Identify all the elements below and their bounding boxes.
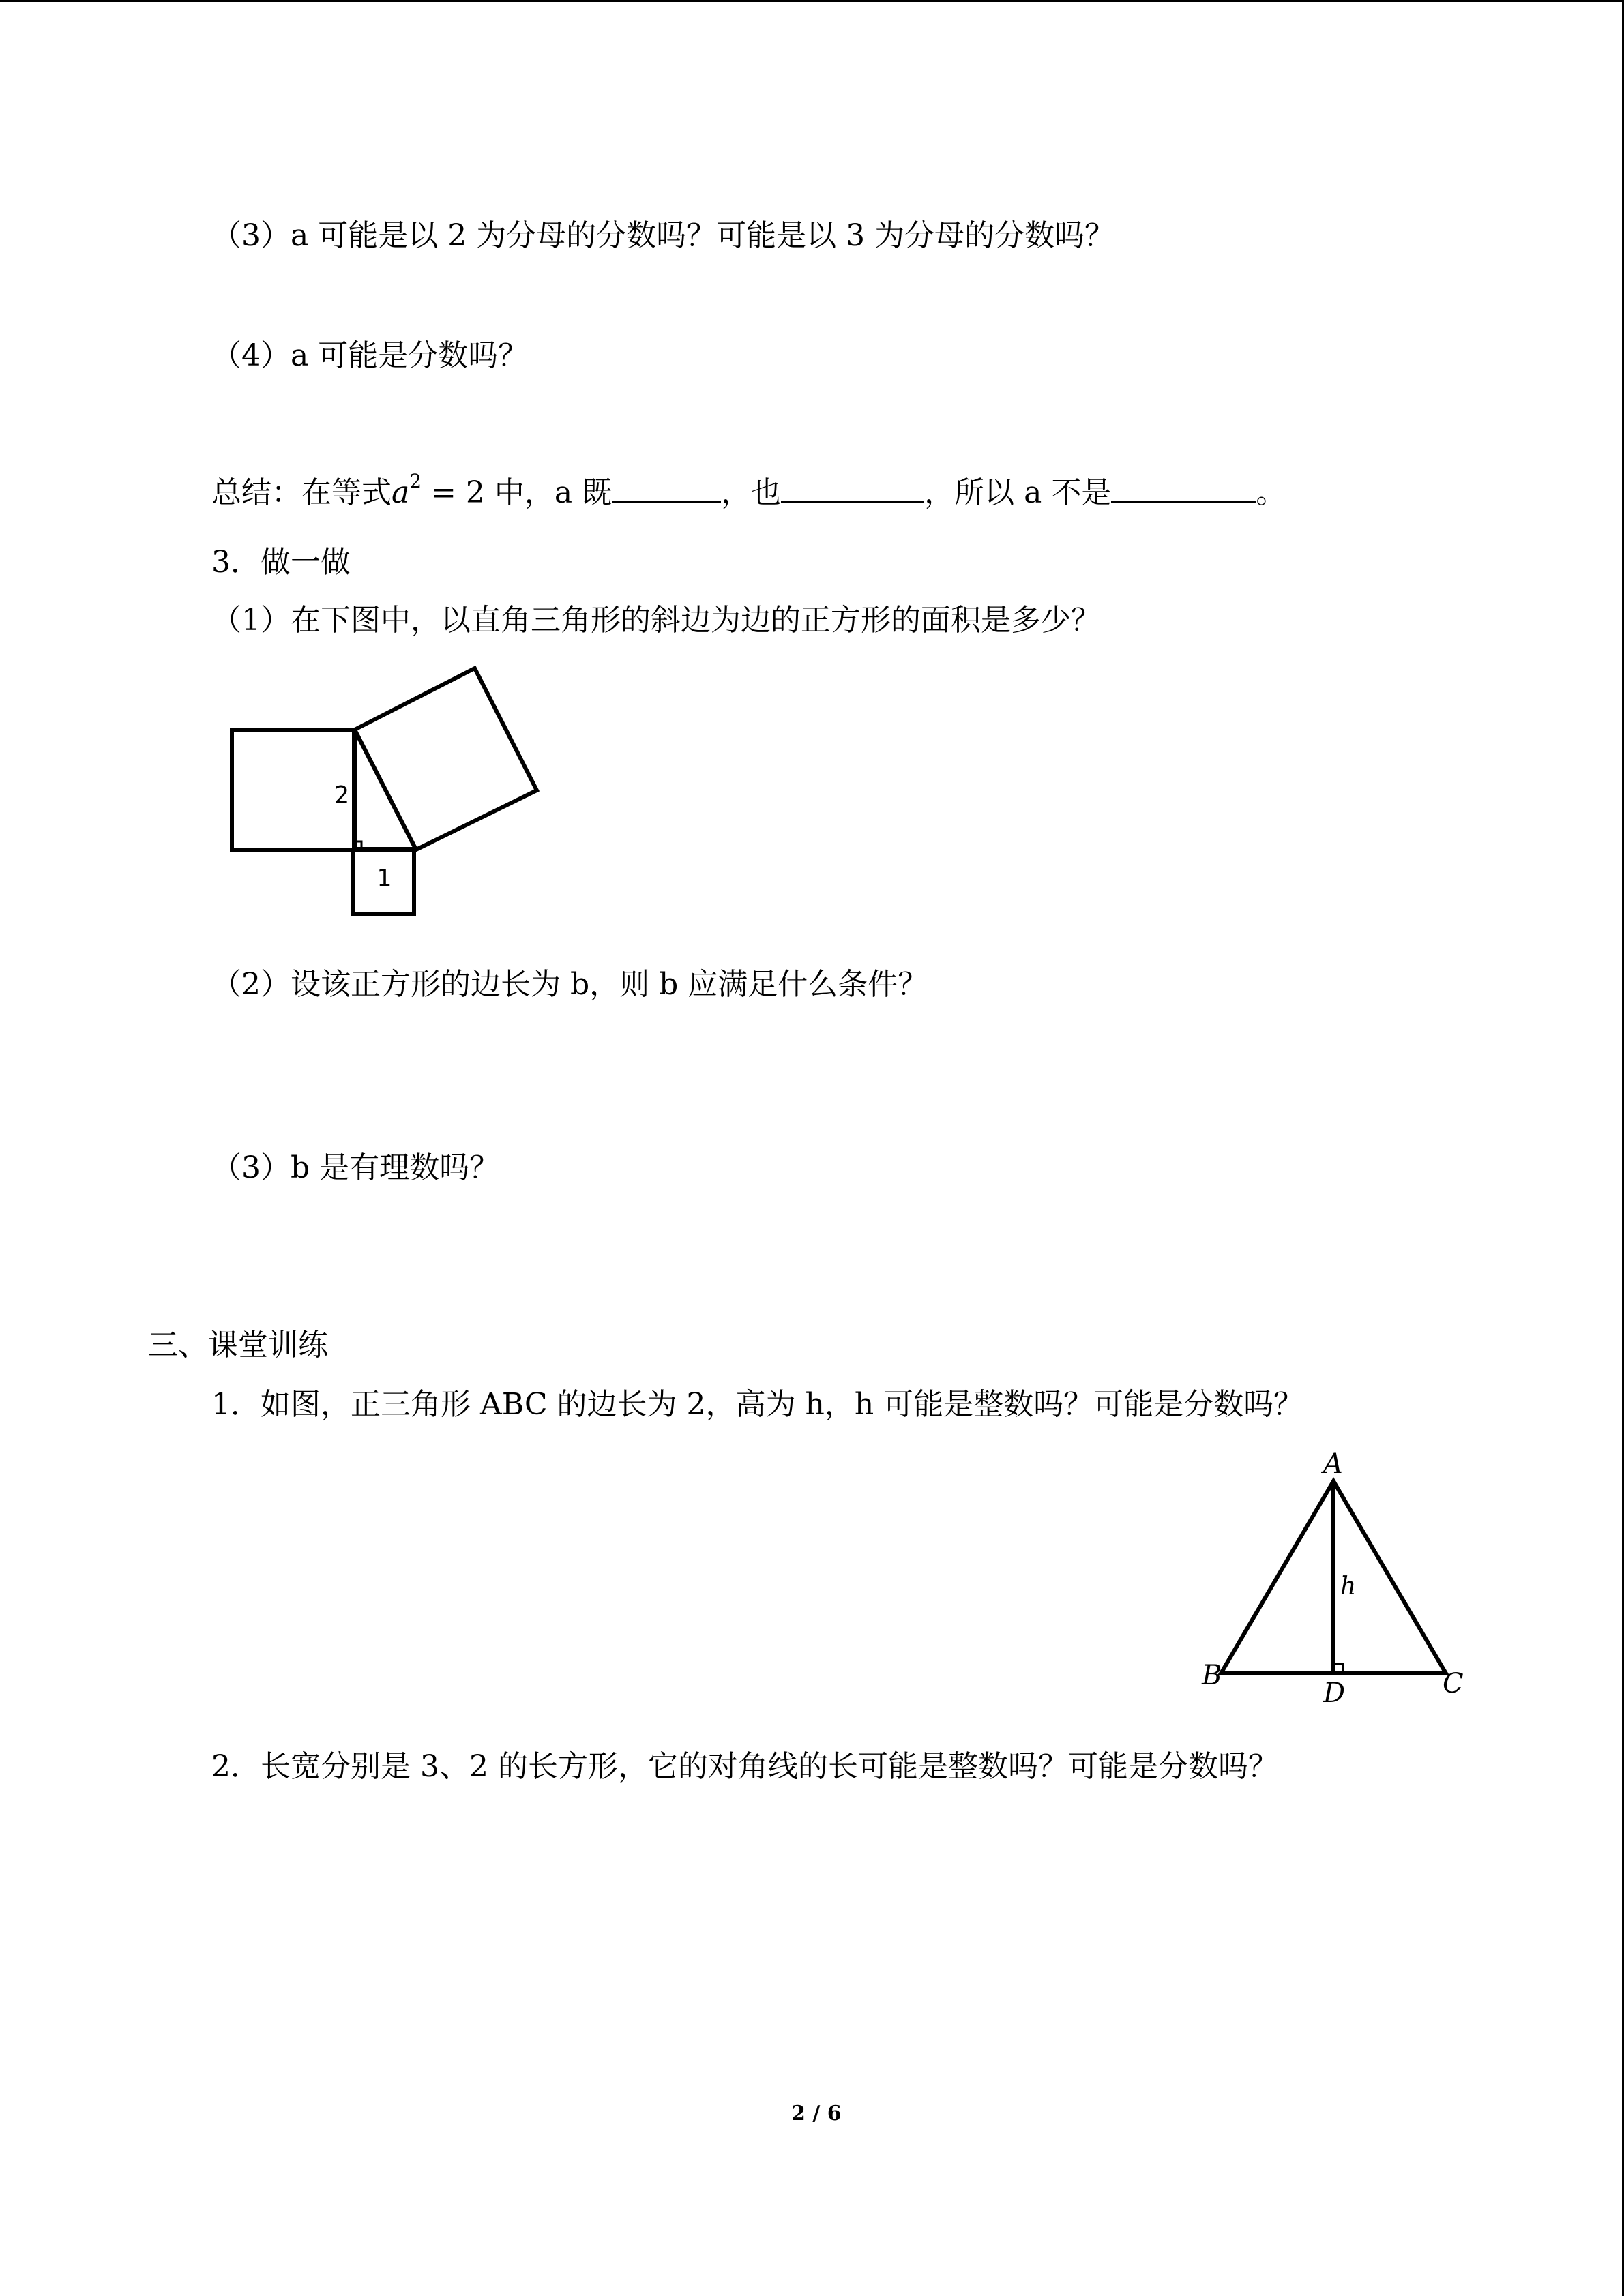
blank-1[interactable]	[612, 473, 721, 503]
section3-heading: 三、课堂训练	[148, 1328, 328, 1362]
exercise-1: 1．如图，正三角形 ABC 的边长为 2，高为 h，h 可能是整数吗？可能是分数吗？	[211, 1387, 1304, 1422]
page-border-top	[0, 0, 1624, 2]
blank-2[interactable]	[781, 473, 924, 503]
hypotenuse	[355, 730, 416, 850]
pythagoras-figure	[218, 661, 546, 921]
label-h: h	[1340, 1572, 1357, 1600]
summary-line	[211, 462, 1286, 512]
summary-mid1: ，也	[721, 475, 782, 510]
label-b: B	[1202, 1660, 1222, 1691]
label-d: D	[1323, 1678, 1346, 1709]
triangle-figure	[1194, 1446, 1480, 1709]
do-question-3: （3）b 是有理数吗？	[211, 1150, 500, 1185]
do-heading: 3．做一做	[211, 545, 351, 580]
question-4: （4）a 可能是分数吗？	[211, 338, 529, 373]
summary-mid2: ，所以 a 不是	[924, 475, 1112, 510]
summary-var: a	[392, 475, 410, 510]
summary-prefix: 总结：在等式	[211, 475, 392, 510]
square-hypotenuse	[355, 668, 537, 850]
do-question-2: （2）设该正方形的边长为 b，则 b 应满足什么条件？	[211, 967, 928, 1002]
blank-3[interactable]	[1111, 473, 1256, 503]
label-c: C	[1443, 1668, 1464, 1699]
do-question-1: （1）在下图中，以直角三角形的斜边为边的正方形的面积是多少？	[211, 603, 1101, 638]
summary-exponent: 2	[409, 470, 422, 492]
question-3: （3）a 可能是以 2 为分母的分数吗？可能是以 3 为分母的分数吗？	[211, 218, 1115, 253]
label-a: A	[1323, 1448, 1343, 1480]
summary-end: 。	[1256, 475, 1286, 510]
summary-eq: = 2 中，a 既	[422, 475, 612, 510]
exercise-2: 2．长宽分别是 3、2 的长方形，它的对角线的长可能是整数吗？可能是分数吗？	[211, 1749, 1278, 1784]
page-number: 2 / 6	[791, 2102, 842, 2126]
label-side-2: 2	[334, 781, 349, 809]
label-side-1: 1	[377, 865, 392, 893]
